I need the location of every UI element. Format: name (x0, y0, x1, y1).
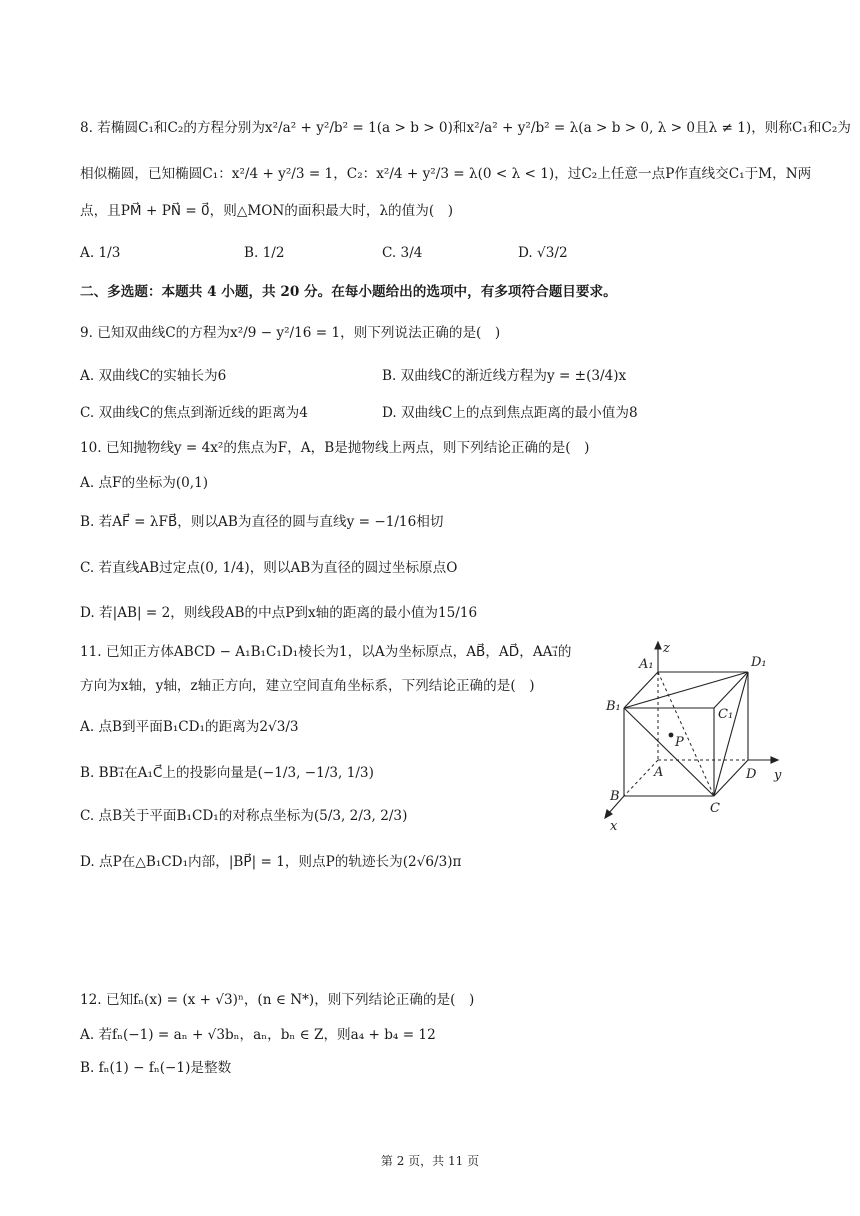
label-z: z (663, 641, 670, 656)
q8-option-c: C. 3/4 (382, 245, 423, 261)
q8-line-1: 8. 若椭圆C₁和C₂的方程分别为x²/a² + y²/b² = 1(a > b > 0)和x²/a² + y²/b² = λ(a > b > 0, λ > 0且λ ≠ 1)，则称C₁和C₂为 (80, 120, 851, 136)
edge-b1-c (624, 708, 714, 796)
page-footer: 第 2 页，共 11 页 (380, 1154, 480, 1168)
q12-option-a: A. 若fₙ(−1) = aₙ + √3bₙ，aₙ，bₙ ∈ Z，则a₄ + b₄ = 12 (80, 1027, 436, 1043)
q12-option-b: B. fₙ(1) − fₙ(−1)是整数 (80, 1060, 232, 1076)
q9-option-b: B. 双曲线C的渐近线方程为y = ±(3/4)x (382, 368, 627, 384)
y-axis-arrow (771, 757, 778, 763)
label-d: D (746, 767, 757, 782)
label-c: C (710, 801, 720, 816)
q11-option-c: C. 点B关于平面B₁CD₁的对称点坐标为(5/3, 2/3, 2/3) (80, 808, 408, 824)
q12-stem: 12. 已知fₙ(x) = (x + √3)ⁿ，(n ∈ N*)，则下列结论正确的是( ) (80, 992, 475, 1008)
point-p (669, 733, 674, 738)
label-b1: B₁ (606, 699, 621, 714)
label-b: B (610, 789, 620, 804)
section-heading-multiple-choice: 二、多选题：本题共 4 小题，共 20 分。在每小题给出的选项中，有多项符合题目要求。 (80, 284, 617, 300)
label-a: A (654, 765, 664, 780)
hidden-edge-a-b (624, 760, 658, 796)
q11-stem-line-2: 方向为x轴，y轴，z轴正方向，建立空间直角坐标系，下列结论正确的是( ) (80, 678, 535, 694)
label-y: y (774, 768, 782, 783)
cube-figure (596, 636, 796, 836)
label-p: P (675, 735, 684, 750)
edge-b1-d1 (624, 672, 748, 708)
q9-option-a: A. 双曲线C的实轴长为6 (80, 368, 227, 384)
hidden-diagonal-a1-c (658, 672, 714, 796)
label-x: x (610, 819, 618, 834)
q10-stem: 10. 已知抛物线y = 4x²的焦点为F，A，B是抛物线上两点，则下列结论正确的是( ) (80, 440, 590, 456)
q11-stem-line-1: 11. 已知正方体ABCD − A₁B₁C₁D₁棱长为1，以A为坐标原点，AB⃗，AD⃗，AA₁⃗的 (80, 644, 572, 660)
label-c1: C₁ (718, 707, 734, 722)
z-axis-arrow (655, 642, 661, 649)
q8-option-a: A. 1/3 (80, 245, 121, 261)
q10-option-a: A. 点F的坐标为(0,1) (80, 475, 209, 491)
q11-option-d: D. 点P在△B₁CD₁内部，|BP⃗| = 1，则点P的轨迹长为(2√6/3)π (80, 854, 462, 870)
label-a1: A₁ (639, 657, 654, 672)
q10-option-b: B. 若AF⃗ = λFB⃗，则以AB为直径的圆与直线y = −1/16相切 (80, 514, 444, 530)
q10-option-c: C. 若直线AB过定点(0, 1/4)，则以AB为直径的圆过坐标原点O (80, 560, 458, 576)
q8-line-2: 相似椭圆，已知椭圆C₁：x²/4 + y²/3 = 1，C₂：x²/4 + y²/3 = λ(0 < λ < 1)，过C₂上任意一点P作直线交C₁于M，N两 (80, 166, 812, 182)
label-d1: D₁ (751, 655, 767, 670)
q10-option-d: D. 若|AB| = 2，则线段AB的中点P到x轴的距离的最小值为15/16 (80, 605, 478, 621)
q9-option-c: C. 双曲线C的焦点到渐近线的距离为4 (80, 405, 308, 421)
q11-option-b: B. BB₁⃗在A₁C⃗上的投影向量是(−1/3, −1/3, 1/3) (80, 765, 374, 781)
q8-option-b: B. 1/2 (244, 245, 285, 261)
q9-stem: 9. 已知双曲线C的方程为x²/9 − y²/16 = 1，则下列说法正确的是( ) (80, 325, 501, 341)
q9-option-d: D. 双曲线C上的点到焦点距离的最小值为8 (382, 405, 638, 421)
q11-option-a: A. 点B到平面B₁CD₁的距离为2√3/3 (80, 719, 299, 735)
q8-line-3: 点，且PM⃗ + PN⃗ = 0⃗，则△MON的面积最大时，λ的值为( ) (80, 203, 454, 219)
q8-option-d: D. √3/2 (518, 245, 568, 261)
